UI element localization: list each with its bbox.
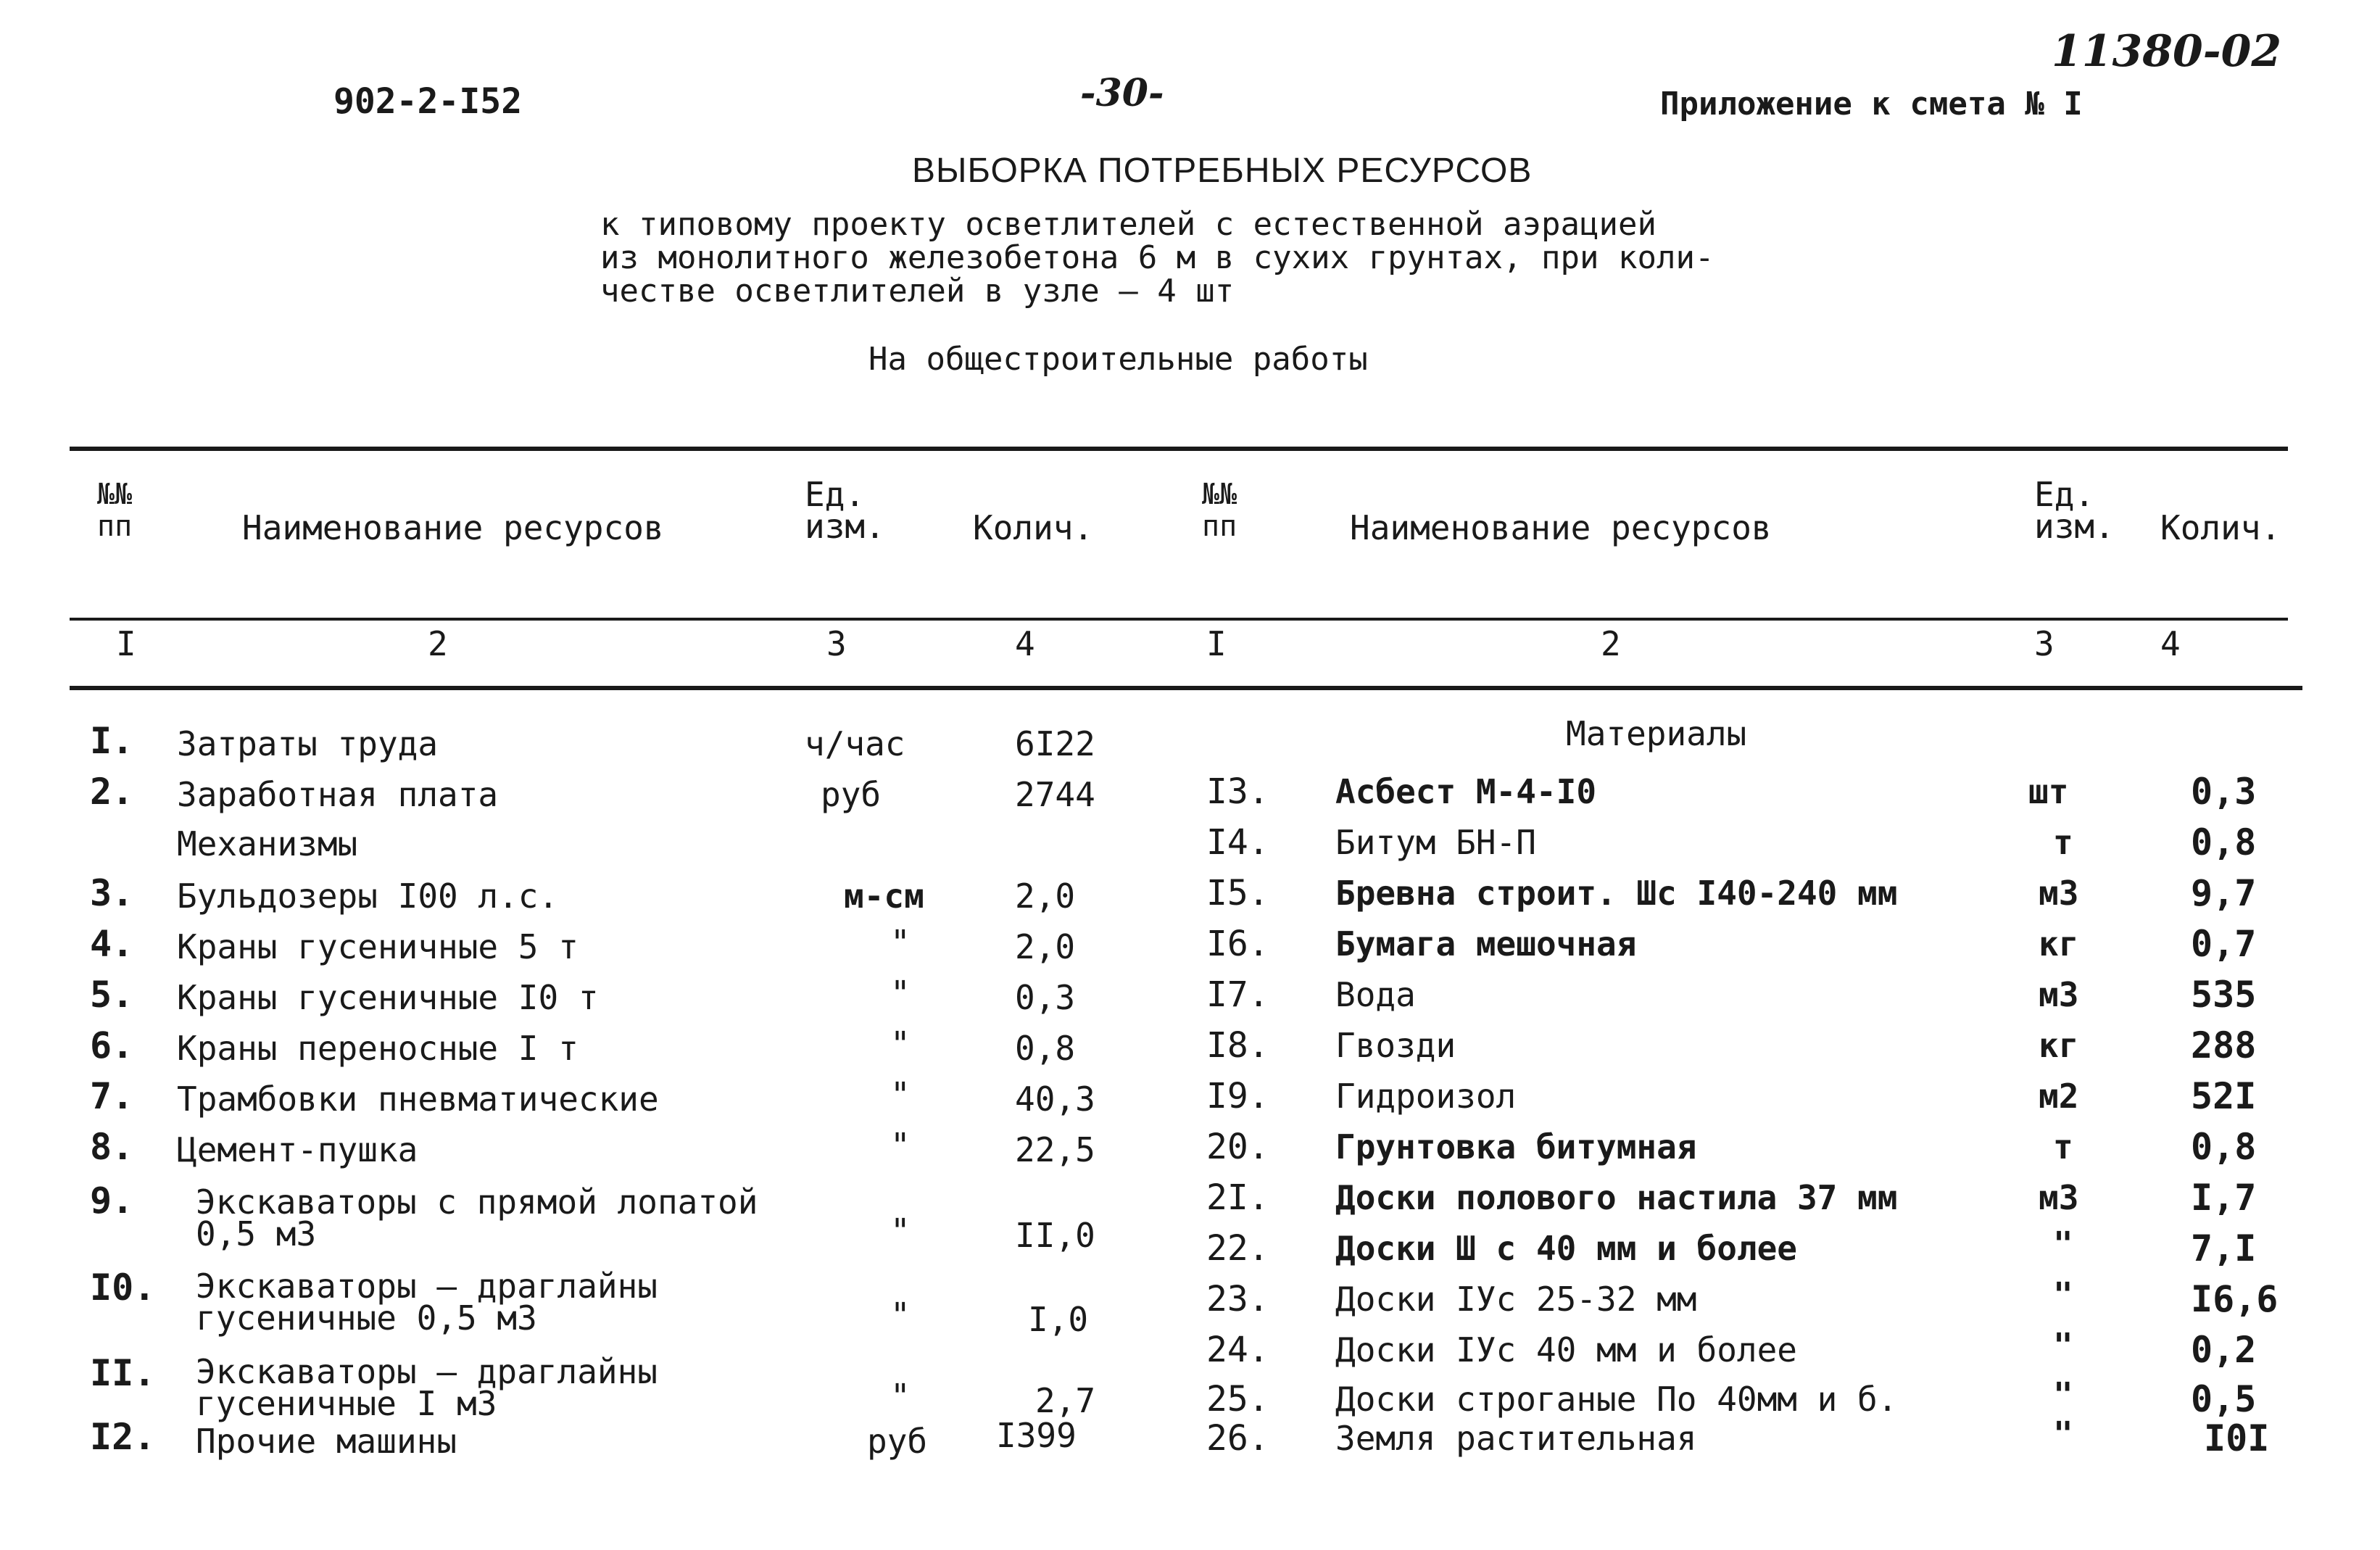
col-header-name-left: Наименование ресурсов bbox=[242, 508, 664, 547]
right-row-3-unit: м3 bbox=[2039, 874, 2079, 913]
left-row-6-name: Краны переносные I т bbox=[177, 1029, 579, 1068]
right-row-8-no: 20. bbox=[1206, 1127, 1269, 1167]
right-row-8-unit: т bbox=[2053, 1127, 2073, 1166]
right-row-1-no: I3. bbox=[1206, 771, 1269, 812]
left-row-6-qty: 0,8 bbox=[1015, 1029, 1076, 1068]
left-row-10-unit: " bbox=[890, 1296, 911, 1335]
right-row-9-unit: м3 bbox=[2039, 1178, 2079, 1217]
col-header-qty-left: Колич. bbox=[973, 508, 1094, 547]
right-row-4-unit: кг bbox=[2039, 924, 2079, 963]
right-row-5-no: I7. bbox=[1206, 974, 1269, 1015]
col-index-4-right: 4 bbox=[2160, 624, 2181, 663]
left-row-8-no: 8. bbox=[90, 1126, 134, 1168]
right-row-8-name: Грунтовка битумная bbox=[1335, 1127, 1697, 1166]
left-row-4-unit: " bbox=[890, 923, 911, 962]
page-number: -30- bbox=[1080, 71, 1164, 115]
right-row-6-no: I8. bbox=[1206, 1025, 1269, 1066]
left-row-3-qty: 2,0 bbox=[1015, 876, 1076, 916]
right-row-7-no: I9. bbox=[1206, 1076, 1269, 1116]
col-header-unit-left: Ед. изм. bbox=[805, 475, 885, 546]
right-row-6-unit: кг bbox=[2039, 1026, 2079, 1065]
left-row-6-no: 6. bbox=[90, 1024, 134, 1066]
right-row-11-no: 23. bbox=[1206, 1279, 1269, 1319]
left-row-9-no: 9. bbox=[90, 1180, 134, 1222]
left-row-5-unit: " bbox=[890, 974, 911, 1013]
header-bottom-rule bbox=[70, 618, 2288, 621]
right-row-7-unit: м2 bbox=[2039, 1077, 2079, 1116]
right-row-12-name: Доски IУс 40 мм и более bbox=[1335, 1330, 1797, 1369]
col-index-3-right: 3 bbox=[2034, 624, 2054, 663]
left-row-7-unit: " bbox=[890, 1075, 911, 1114]
right-row-13-qty: 0,5 bbox=[2191, 1378, 2257, 1420]
left-row-2-no: 2. bbox=[90, 771, 134, 813]
left-row-12-qty: I399 bbox=[996, 1416, 1077, 1455]
left-row-2-name: Заработная плата bbox=[177, 775, 499, 814]
right-row-2-unit: т bbox=[2053, 823, 2073, 862]
left-row-10-no: I0. bbox=[90, 1267, 156, 1309]
right-row-14-unit: " bbox=[2053, 1414, 2073, 1454]
left-row-8-unit: " bbox=[890, 1126, 911, 1165]
project-code: 902-2-I52 bbox=[333, 81, 523, 122]
right-row-11-name: Доски IУс 25-32 мм bbox=[1335, 1280, 1697, 1319]
title-line-3: честве осветлителей в узле – 4 шт bbox=[600, 273, 1235, 310]
left-row-5-no: 5. bbox=[90, 974, 134, 1016]
left-row-11-qty: 2,7 bbox=[1035, 1381, 1096, 1420]
right-row-3-no: I5. bbox=[1206, 873, 1269, 913]
right-row-6-name: Гвозди bbox=[1335, 1026, 1456, 1065]
right-section-materials: Материалы bbox=[1566, 714, 1747, 753]
right-row-9-no: 2I. bbox=[1206, 1177, 1269, 1218]
left-row-2-unit: руб bbox=[821, 775, 882, 814]
right-row-7-name: Гидроизол bbox=[1335, 1077, 1517, 1116]
right-row-2-name: Битум БН-П bbox=[1335, 823, 1536, 862]
right-row-3-name: Бревна строит. Шс I40-240 мм bbox=[1335, 874, 1898, 913]
right-row-10-name: Доски Ш с 40 мм и более bbox=[1335, 1229, 1797, 1268]
table-top-rule bbox=[70, 447, 2288, 451]
left-row-1-qty: 6I22 bbox=[1015, 724, 1095, 763]
right-row-5-qty: 535 bbox=[2191, 974, 2257, 1016]
left-row-3-no: 3. bbox=[90, 872, 134, 914]
left-row-1-unit: ч/час bbox=[805, 724, 905, 763]
right-row-14-no: 26. bbox=[1206, 1418, 1269, 1459]
title-line-1: к типовому проекту осветлителей с естественной аэрацией bbox=[600, 206, 1657, 243]
right-row-14-qty: I0I bbox=[2204, 1417, 2270, 1459]
col-index-2-right: 2 bbox=[1601, 624, 1621, 663]
left-row-12-no: I2. bbox=[90, 1416, 156, 1458]
left-row-5-qty: 0,3 bbox=[1015, 978, 1076, 1017]
right-row-11-unit: " bbox=[2053, 1275, 2073, 1314]
appendix-label: Приложение к смета № I bbox=[1660, 86, 2083, 123]
left-row-7-qty: 40,3 bbox=[1015, 1079, 1095, 1119]
left-row-4-qty: 2,0 bbox=[1015, 927, 1076, 966]
left-row-6-unit: " bbox=[890, 1024, 911, 1064]
left-row-2-qty: 2744 bbox=[1015, 775, 1095, 814]
right-row-9-qty: I,7 bbox=[2191, 1177, 2257, 1219]
left-row-5-name: Краны гусеничные I0 т bbox=[177, 978, 599, 1017]
right-row-10-qty: 7,I bbox=[2191, 1227, 2257, 1269]
right-row-1-unit: шт bbox=[2028, 772, 2069, 811]
left-section-mechanisms: Механизмы bbox=[177, 824, 358, 863]
col-index-1-left: I bbox=[116, 624, 136, 663]
right-row-1-qty: 0,3 bbox=[2191, 771, 2257, 813]
left-row-10-name: Экскаваторы – драглайны гусеничные 0,5 м3 bbox=[196, 1267, 658, 1338]
left-row-11-unit: " bbox=[890, 1377, 911, 1416]
right-row-8-qty: 0,8 bbox=[2191, 1126, 2257, 1168]
col-index-4-left: 4 bbox=[1015, 624, 1035, 663]
archive-number: 11380-02 bbox=[2052, 26, 2282, 77]
right-row-12-no: 24. bbox=[1206, 1330, 1269, 1370]
col-header-no-left: №№ пп bbox=[97, 478, 133, 543]
right-row-13-no: 25. bbox=[1206, 1379, 1269, 1420]
col-index-1-right: I bbox=[1206, 624, 1227, 663]
left-row-9-name: Экскаваторы с прямой лопатой 0,5 м3 bbox=[196, 1182, 758, 1253]
left-row-4-no: 4. bbox=[90, 923, 134, 965]
left-row-7-name: Трамбовки пневматические bbox=[177, 1079, 659, 1119]
left-row-8-name: Цемент-пушка bbox=[177, 1130, 418, 1169]
right-row-10-unit: " bbox=[2053, 1224, 2073, 1264]
right-row-10-no: 22. bbox=[1206, 1228, 1269, 1269]
col-header-no-right: №№ пп bbox=[1202, 478, 1237, 543]
col-header-unit-right: Ед. изм. bbox=[2034, 475, 2115, 546]
right-row-5-name: Вода bbox=[1335, 975, 1416, 1014]
left-row-11-no: II. bbox=[90, 1352, 156, 1394]
left-row-11-name: Экскаваторы – драглайны гусеничные I м3 bbox=[196, 1352, 658, 1423]
index-bottom-rule bbox=[70, 686, 2302, 690]
left-row-8-qty: 22,5 bbox=[1015, 1130, 1095, 1169]
left-row-1-no: I. bbox=[90, 720, 134, 762]
left-row-1-name: Затраты труда bbox=[177, 724, 439, 763]
col-index-3-left: 3 bbox=[826, 624, 847, 663]
section-subtitle: На общестроительные работы bbox=[868, 341, 1368, 378]
left-row-12-name: Прочие машины bbox=[196, 1422, 457, 1461]
col-header-name-right: Наименование ресурсов bbox=[1350, 508, 1772, 547]
document-title: ВЫБОРКА ПОТРЕБНЫХ РЕСУРСОВ bbox=[912, 152, 1533, 190]
right-row-4-name: Бумага мешочная bbox=[1335, 924, 1637, 963]
left-row-10-qty: I,0 bbox=[1028, 1300, 1089, 1339]
left-row-3-unit: м-см bbox=[844, 876, 924, 916]
right-row-12-unit: " bbox=[2053, 1326, 2073, 1365]
left-row-3-name: Бульдозеры I00 л.с. bbox=[177, 876, 559, 916]
right-row-5-unit: м3 bbox=[2039, 975, 2079, 1014]
left-row-9-unit: " bbox=[890, 1211, 911, 1251]
left-row-4-name: Краны гусеничные 5 т bbox=[177, 927, 579, 966]
left-row-9-qty: II,0 bbox=[1015, 1216, 1095, 1255]
right-row-2-qty: 0,8 bbox=[2191, 821, 2257, 863]
right-row-3-qty: 9,7 bbox=[2191, 872, 2257, 914]
right-row-6-qty: 288 bbox=[2191, 1024, 2257, 1066]
right-row-4-no: I6. bbox=[1206, 924, 1269, 964]
title-line-2: из монолитного железобетона 6 м в сухих грунтах, при коли- bbox=[600, 239, 1714, 276]
right-row-13-name: Доски строганые По 40мм и б. bbox=[1335, 1380, 1898, 1419]
right-row-12-qty: 0,2 bbox=[2191, 1329, 2257, 1371]
left-row-12-unit: руб bbox=[867, 1422, 928, 1461]
right-row-11-qty: I6,6 bbox=[2191, 1278, 2279, 1320]
right-row-14-name: Земля растительная bbox=[1335, 1419, 1697, 1458]
right-row-1-name: Асбест М-4-I0 bbox=[1335, 772, 1597, 811]
right-row-9-name: Доски полового настила 37 мм bbox=[1335, 1178, 1898, 1217]
col-index-2-left: 2 bbox=[428, 624, 448, 663]
right-row-13-unit: " bbox=[2053, 1375, 2073, 1414]
col-header-qty-right: Колич. bbox=[2160, 508, 2281, 547]
right-row-7-qty: 52I bbox=[2191, 1075, 2257, 1117]
right-row-4-qty: 0,7 bbox=[2191, 923, 2257, 965]
right-row-2-no: I4. bbox=[1206, 822, 1269, 863]
left-row-7-no: 7. bbox=[90, 1075, 134, 1117]
